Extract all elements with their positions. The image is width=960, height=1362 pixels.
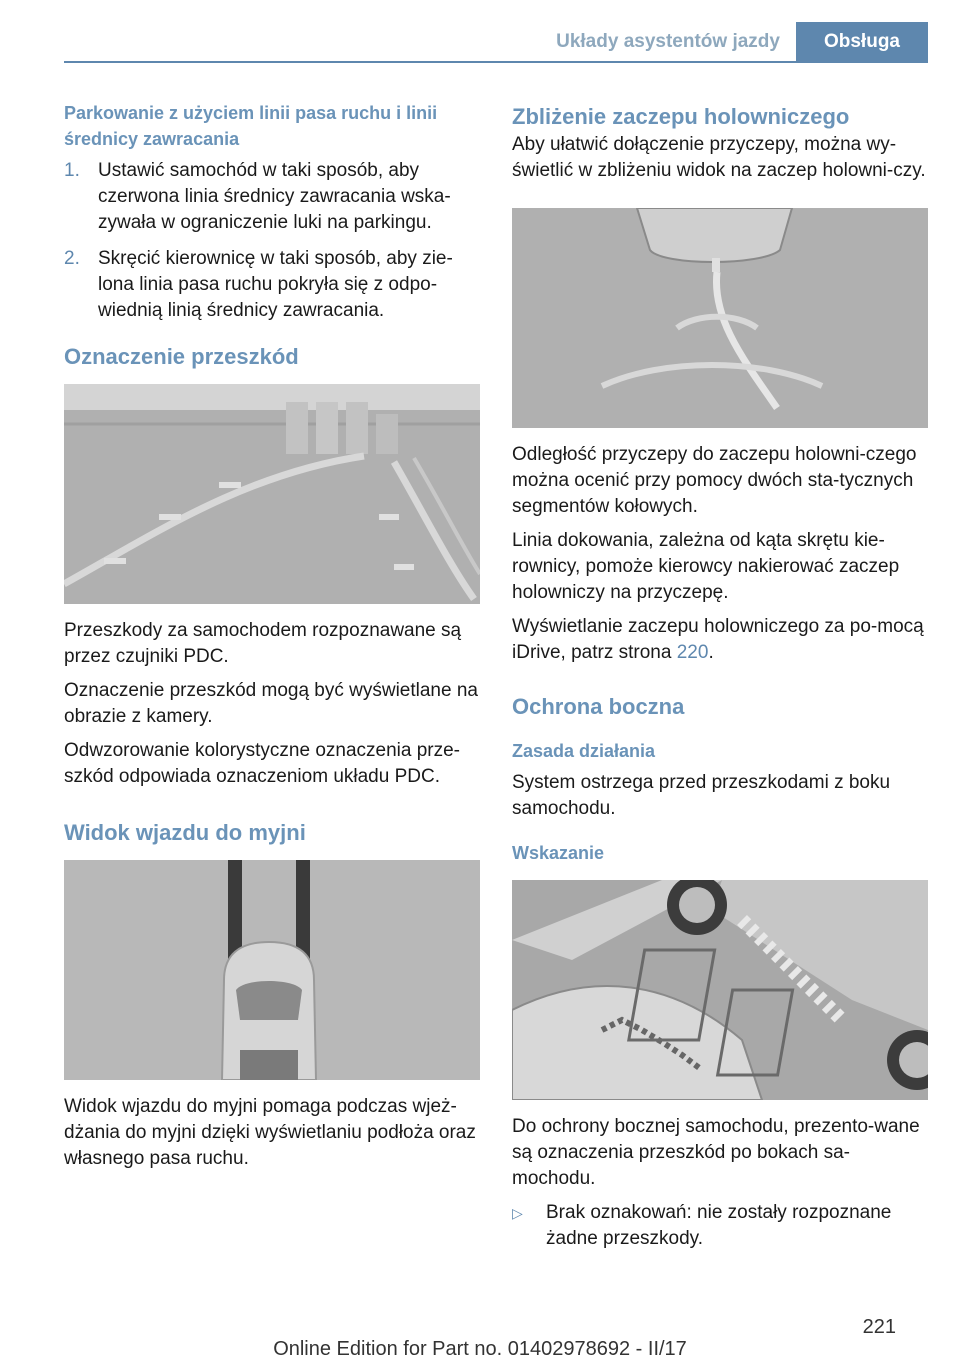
page-number: 221 bbox=[862, 1316, 896, 1338]
left-column bbox=[64, 100, 480, 1180]
parking-steps bbox=[64, 158, 480, 324]
side-protection-illustration bbox=[512, 880, 928, 1100]
chapter-tab: Obsługa bbox=[796, 22, 928, 62]
step-text: Skręcić kierownicę w taki sposób, aby zie-lona linia pasa ruchu pokryła się z odpo-wiednią linią średnicy zawracania. bbox=[98, 248, 453, 321]
display-heading: Wskazanie bbox=[512, 843, 605, 863]
obstacle-heading: Oznaczenie przeszkód bbox=[64, 344, 299, 369]
carwash-paragraph: Widok wjazdu do myjni pomaga podczas wjeż-dżania do myjni dzięki wyświetlaniu podłoża oraz własnego pasa ruchu. bbox=[64, 1096, 476, 1169]
bullet-item bbox=[512, 1200, 928, 1252]
hitch-paragraph-1: Aby ułatwić dołączenie przyczepy, można wy-świetlić w zbliżeniu widok na zaczep holowni-czy. bbox=[512, 134, 926, 181]
obstacle-paragraph-3: Odwzorowanie kolorystyczne oznaczenia prze-szkód odpowiada oznaczeniom układu PDC. bbox=[64, 740, 461, 787]
obstacle-paragraph-2: Oznaczenie przeszkód mogą być wyświetlane na obrazie z kamery. bbox=[64, 680, 478, 727]
hitch-zoom-illustration bbox=[512, 208, 928, 428]
hitch-heading: Zbliżenie zaczepu holowniczego bbox=[512, 104, 850, 129]
hitch-paragraph-4 bbox=[512, 614, 928, 666]
right-column bbox=[512, 100, 928, 1262]
hitch-paragraph-2: Odległość przyczepy do zaczepu holowni-czego można ocenić przy pomocy dwóch sta-tycznych segmentów kołowych. bbox=[512, 444, 917, 517]
carwash-view-illustration bbox=[64, 860, 480, 1080]
display-paragraph: Do ochrony bocznej samochodu, prezento-wane są oznaczenia przeszkód po bokach sa-mochodu. bbox=[512, 1116, 920, 1189]
obstacle-paragraph-1: Przeszkody za samochodem rozpoznawane są przez czujniki PDC. bbox=[64, 620, 462, 667]
step-number: 1. bbox=[64, 160, 80, 181]
step-item bbox=[64, 246, 480, 324]
hitch-paragraph-4-text: Wyświetlanie zaczepu holowniczego za po-mocą iDrive, patrz strona bbox=[512, 616, 924, 663]
step-number: 2. bbox=[64, 248, 80, 269]
edition-footer: Online Edition for Part no. 01402978692 - II/17 bbox=[273, 1338, 687, 1360]
principle-heading: Zasada działania bbox=[512, 741, 656, 761]
side-protection-heading: Ochrona boczna bbox=[512, 694, 685, 719]
display-bullets bbox=[512, 1200, 928, 1252]
step-text: Ustawić samochód w taki sposób, aby czerwona linia średnicy zawracania wska-zywała w ograniczenie luki na parkingu. bbox=[98, 160, 451, 233]
step-item bbox=[64, 158, 480, 236]
page-reference-link[interactable]: 220 bbox=[676, 642, 709, 663]
carwash-heading: Widok wjazdu do myjni bbox=[64, 820, 306, 845]
hitch-paragraph-4-end: . bbox=[708, 642, 714, 663]
hitch-paragraph-3: Linia dokowania, zależna od kąta skrętu kie-rownicy, pomoże kierowcy nakierować zaczep holowniczy na przyczepę. bbox=[512, 530, 900, 603]
header-tabs bbox=[540, 22, 928, 62]
bullet-text: Brak oznakowań: nie zostały rozpoznane żadne przeszkody. bbox=[546, 1202, 892, 1249]
obstacle-marking-illustration bbox=[64, 384, 480, 604]
principle-paragraph: System ostrzega przed przeszkodami z boku samochodu. bbox=[512, 772, 891, 819]
section-tab: Układy asystentów jazdy bbox=[556, 31, 780, 52]
triangle-bullet-icon: ▷ bbox=[512, 1205, 523, 1221]
header-rule bbox=[64, 61, 928, 63]
parking-heading: Parkowanie z użyciem linii pasa ruchu i linii średnicy zawracania bbox=[64, 103, 438, 149]
